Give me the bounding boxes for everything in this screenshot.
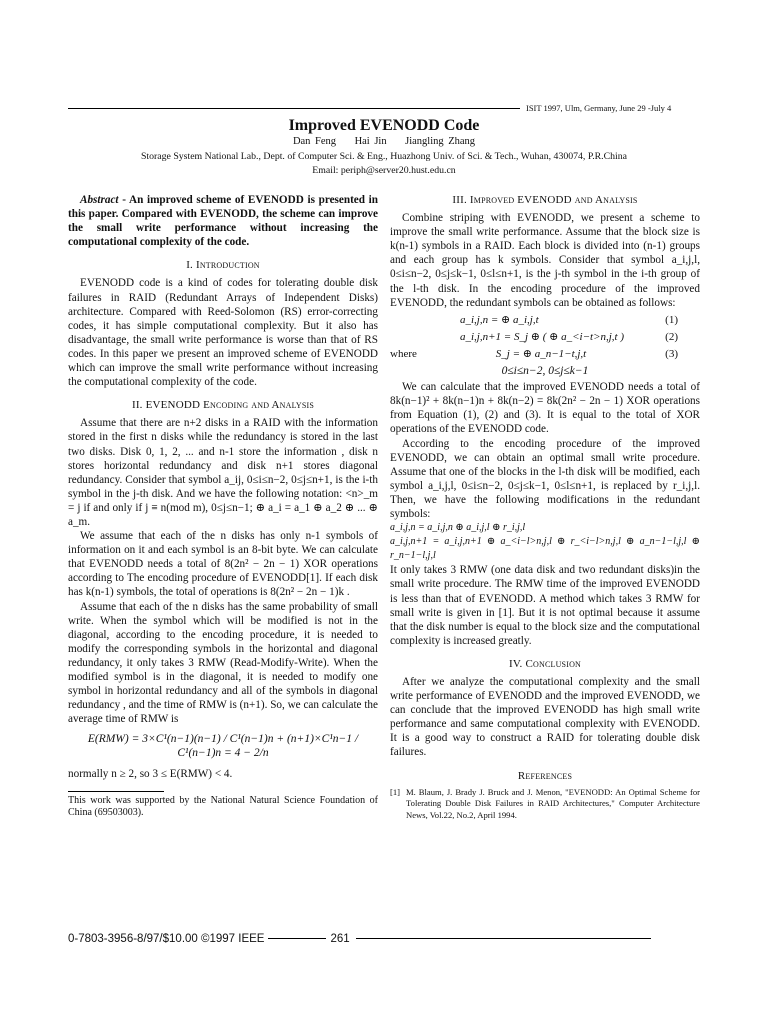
evenodd-paragraph-4: normally n ≥ 2, so 3 ≤ E(RMW) < 4.: [68, 767, 233, 780]
footer-code: 0-7803-3956-8/97/$10.00 ©1997 IEEE: [68, 933, 265, 945]
equation-3-number: (3): [665, 347, 678, 360]
modification-2: a_i,j,n+1 = a_i,j,n+1 ⊕ a_<i−l>n,j,l ⊕ r_<i−l>n,j,l ⊕ a_n−1−l,j,l ⊕ r_n−1−l,j,l: [390, 536, 700, 562]
modification-1: a_i,j,n = a_i,j,n ⊕ a_i,j,l ⊕ r_i,j,l: [390, 522, 526, 534]
equation-rmw: E(RMW) = 3×C¹(n−1)(n−1) / C¹(n−1)n + (n+1)×C¹n−1 / C¹(n−1)n = 4 − 2/n: [87, 733, 359, 760]
where-label: where: [390, 347, 417, 360]
equation-2: [390, 330, 700, 344]
evenodd-paragraph-2: We assume that each of the n disks has only n-1 symbols of information on it and each symbol is an 8-bit byte. We can calculate that EVENODD needs a total of 8(2n² − 2n − 1) XOR operations according to The encoding procedure of EVENODD[1]. If each disk has k(n-1) symbols, the total of operations is 8(2n² − 2n − 1)k .: [68, 530, 378, 599]
affiliation: Storage System National Lab., Dept. of Computer Sci. & Eng., Huazhong Univ. of Sci. & Tech., Wuhan, 430074, P.R.China: [140, 151, 628, 162]
email: Email: periph@server20.hust.edu.cn: [312, 165, 456, 176]
evenodd-paragraph-1: Assume that there are n+2 disks in a RAID with the information stored in the first n disks while the redundancy is stored in the last two disks. Disk 0, 1, 2, ... and n-1 store the information , disk n stores horizontal redundancy and disk n+1 stores diagonal redundancy. Consider that symbol a_ij, 0≤i≤n−2, 0≤j≤n+1, is the i-th symbol in the j-th disk. And we have the following notation: <n>_m = j if and only if j ≡ n(mod m), 0≤j≤n−1; ⊕ a_i = a_1 ⊕ a_2 ⊕ ... ⊕ a_m.: [68, 417, 378, 528]
abstract-text: - An improved scheme of EVENODD is presented in this paper. Compared with EVENODD, the scheme can improve the small write performance without increasing the computational complexity of the code.: [68, 194, 378, 249]
abstract-label: Abstract: [80, 194, 119, 206]
right-column: [390, 193, 700, 821]
header-rule: [68, 108, 520, 109]
evenodd-paragraph-3: Assume that each of the n disks has the same probability of small write. When the symbol which will be modified is not in the diagonal, according to the encoding procedure, it is needed to modify the corresponding symbols in the horizontal and diagonal redundancy, it only takes 3 RMW (Read-Modify-Write). When the modified symbol is in the diagonal, it is needed to modify one symbol in horizontal redundancy and all of the symbols in diagonal redundancy , and the time of RMW is (n+1). So, we can calculate the average time of RMW is: [68, 600, 378, 726]
footer-rule-left: [268, 938, 326, 939]
improved-paragraph-1: Combine striping with EVENODD, we present a scheme to improve the small write performance. Assume that the block size is k(n-1) symbols in a RAID. Each block is divided into (n-1) groups and each group has k symbols. Consider that symbol a_i,j,l, 0≤i≤n−2, 0≤j≤k−1, 0≤l≤n+1, is the j-th symbol in the i-th group of the l-th disk. In the encoding procedure of the improved EVENODD, the redundant symbols can be obtained as follows:: [390, 212, 700, 309]
left-column: [68, 193, 378, 819]
section-heading-evenodd: II. EVENODD Encoding and Analysis: [131, 399, 315, 412]
section-heading-conclusion: IV. Conclusion: [508, 657, 582, 670]
improved-paragraph-3: According to the encoding procedure of the improved EVENODD, we can obtain an optimal small write procedure. Assume that one of the blocks in the l-th disk will be modified, each symbol a_i,j,l, 0≤i≤n−2, 0≤j≤k−1, 0≤l≤n+1, is replaced by r_i,j,l. Then, we have the following modifications in the redundant symbols:: [390, 437, 700, 520]
footnote-rule: [68, 791, 164, 792]
footer-rule-right: [356, 938, 651, 939]
author: Hai Jin: [354, 136, 387, 147]
page-footer: [68, 933, 651, 945]
footnote: This work was supported by the National Natural Science Foundation of China (69503003).: [68, 794, 378, 818]
equation-2-body: a_i,j,n+1 = S_j ⊕ ( ⊕ a_<i−t>n,j,t ): [460, 330, 625, 343]
equation-1-body: a_i,j,n = ⊕ a_i,j,t: [460, 313, 539, 326]
equation-1: [390, 313, 700, 327]
author-list: [0, 136, 768, 147]
equation-2-number: (2): [665, 330, 678, 343]
reference-number: [1]: [390, 786, 401, 797]
reference-item: [390, 787, 700, 822]
equation-conditions: 0≤i≤n−2, 0≤j≤k−1: [501, 365, 589, 378]
improved-paragraph-4: It only takes 3 RMW (one data disk and two redundant disks)in the small write procedure. The RMW time of the improved EVENODD is less than that of EVENODD. A method which takes 3 RMW for small write is given in [1]. But it is not optimal because it assume that the disk number is equal to the block size and the computational complexity is increased greatly.: [390, 564, 700, 647]
abstract: [68, 193, 378, 249]
conference-info: ISIT 1997, Ulm, Germany, June 29 -July 4: [526, 103, 672, 113]
reference-text: M. Blaum, J. Brady J. Bruck and J. Menon, "EVENODD: An Optimal Scheme for Tolerating Double Disk Failures in RAID Architectures," Computer Architecture News, Vol.22, No.2, April 1994.: [406, 786, 700, 820]
improved-paragraph-2: We can calculate that the improved EVENODD needs a total of 8k(n−1)² + 8k(n−1)n + 8k(n−2) = 8k(2n² − 2n − 1) XOR operations from Equation (1), (2) and (3). It is equal to the total of XOR operations of the EVENODD code.: [390, 381, 700, 436]
author: Dan Feng: [292, 136, 337, 147]
section-heading-improved: III. Improved EVENODD and Analysis: [452, 194, 638, 206]
conclusion-paragraph: After we analyze the computational complexity and the small write performance of EVENODD and the improved EVENODD, we can conclude that the improved EVENODD has high small write performance and same computational complexity with EVENODD. It is a good way to construct a RAID for tolerating double disk failures.: [390, 676, 700, 759]
equation-3-body: S_j = ⊕ a_n−1−t,j,t: [495, 347, 587, 360]
paper-title: Improved EVENODD Code: [288, 117, 480, 134]
section-heading-introduction: I. Introduction: [186, 259, 260, 272]
intro-paragraph: EVENODD code is a kind of codes for tolerating double disk failures in RAID (Redundant Arrays of Independent Disks) architecture. Compared with Reed-Solomon (RS) error-correcting codes, it has simple computational complexity. But it also has disadvantage, the small write performance is worse than that of RS codes. In this paper we present an improved scheme of EVENODD which can improve the small write performance without increasing the computational complexity of the code.: [68, 277, 378, 389]
section-heading-references: References: [517, 769, 573, 782]
page-number: 261: [330, 933, 350, 945]
equation-3: [390, 347, 700, 361]
author: Jiangling Zhang: [405, 136, 476, 147]
equation-1-number: (1): [665, 313, 678, 326]
